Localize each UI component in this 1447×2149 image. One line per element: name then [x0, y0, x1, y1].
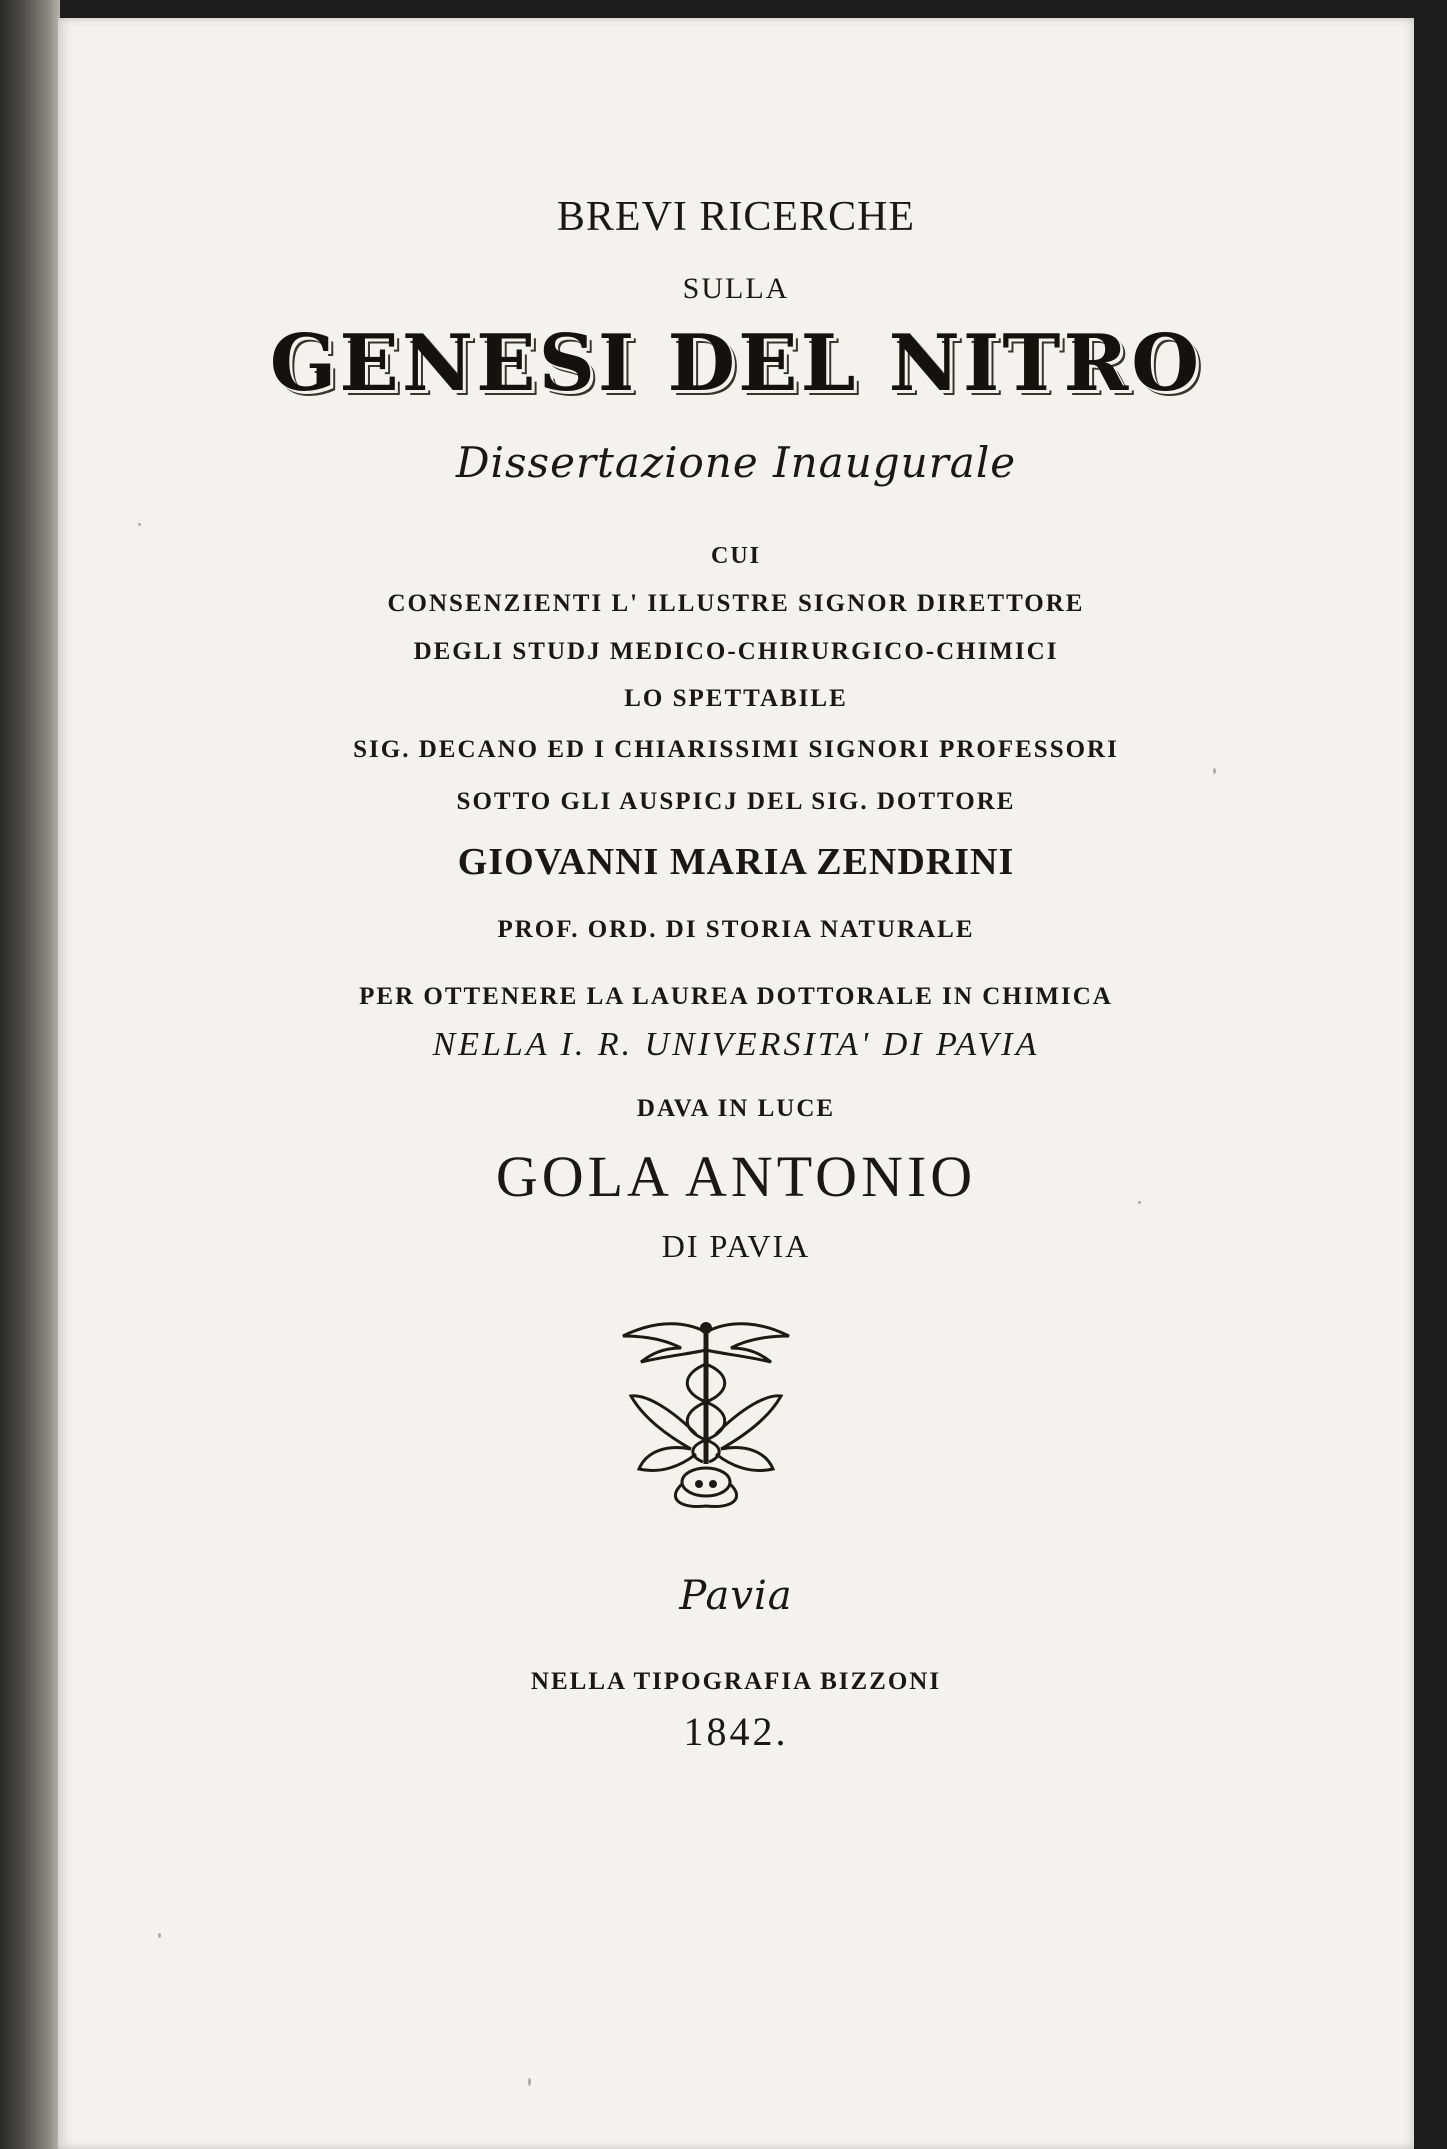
- author-name: GOLA ANTONIO: [495, 1144, 977, 1209]
- patron-name: GIOVANNI MARIA ZENDRINI: [457, 841, 1015, 883]
- subtitle: Dissertazione Inaugurale: [455, 438, 1017, 487]
- paper-speck: [138, 523, 141, 526]
- title-page: [58, 18, 1414, 2149]
- title-line-2: SULLA: [682, 272, 790, 305]
- published-by: DAVA IN LUCE: [636, 1095, 836, 1122]
- consent-line-5: SOTTO GLI AUSPICJ DEL SIG. DOTTORE: [456, 788, 1016, 815]
- author-origin: DI PAVIA: [661, 1228, 811, 1264]
- paper-speck: [158, 1933, 161, 1938]
- consent-line-2: DEGLI STUDJ MEDICO-CHIRURGICO-CHIMICI: [413, 638, 1059, 665]
- caduceus-emblem-icon: [611, 1314, 801, 1514]
- paper-speck: [528, 2078, 531, 2086]
- book-binding-edge: [0, 0, 60, 2149]
- consent-line-4: SIG. DECANO ED I CHIARISSIMI SIGNORI PROFESSORI: [353, 736, 1119, 763]
- title-line-1: BREVI RICERCHE: [556, 194, 916, 240]
- patron-title: PROF. ORD. DI STORIA NATURALE: [497, 916, 975, 943]
- publication-year: 1842.: [683, 1709, 789, 1754]
- paper-speck: [1138, 1201, 1141, 1204]
- cui-line: CUI: [710, 543, 761, 569]
- consent-line-3: LO SPETTABILE: [624, 685, 848, 712]
- consent-line-1: CONSENZIENTI L' ILLUSTRE SIGNOR DIRETTORE: [387, 590, 1085, 617]
- university-line: NELLA I. R. UNIVERSITA' DI PAVIA: [432, 1026, 1040, 1063]
- printer-line: NELLA TIPOGRAFIA BIZZONI: [530, 1668, 942, 1695]
- paper-speck: [1213, 768, 1216, 774]
- place-of-publication: Pavia: [679, 1573, 793, 1619]
- main-title: GENESI DEL NITRO: [269, 318, 1203, 409]
- degree-purpose: PER OTTENERE LA LAUREA DOTTORALE IN CHIMICA: [359, 983, 1113, 1010]
